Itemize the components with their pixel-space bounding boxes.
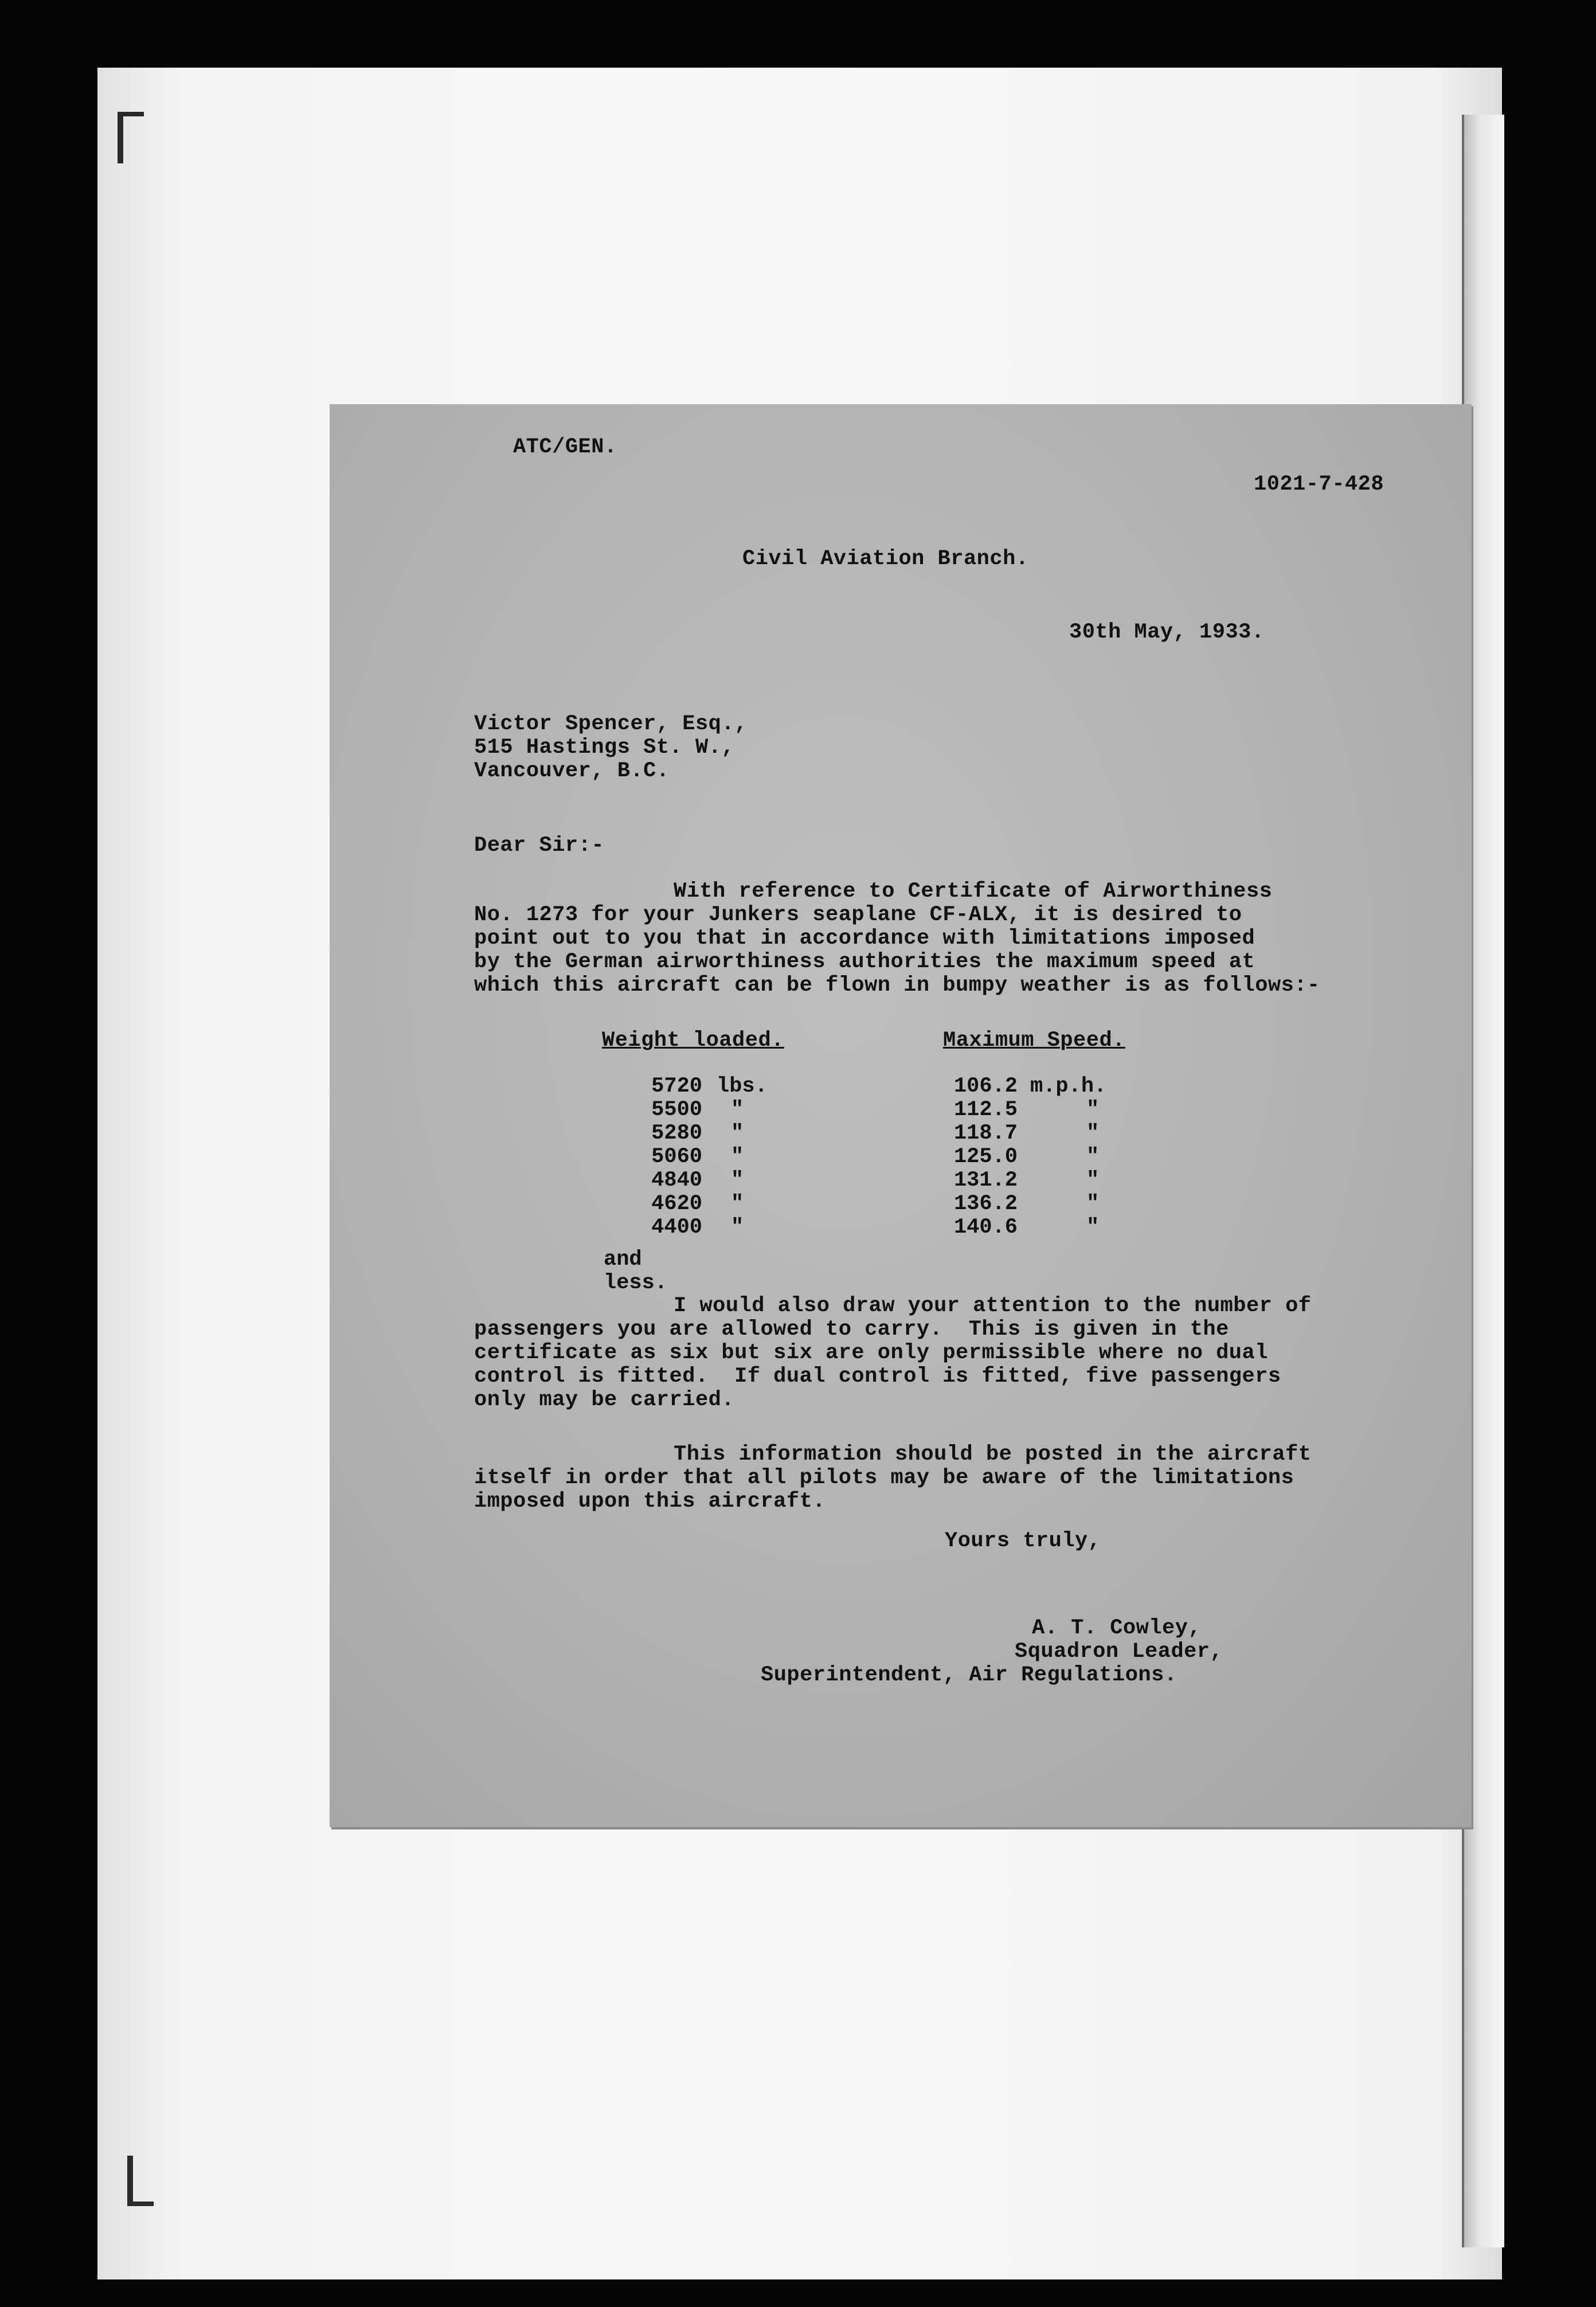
table-header-speed: Maximum Speed. — [943, 1029, 1125, 1053]
para2-line-5: only may be carried. — [474, 1388, 735, 1412]
address-line-3: Vancouver, B.C. — [474, 759, 670, 783]
letter-date: 30th May, 1933. — [1069, 620, 1265, 644]
weight-value: 4620 — [651, 1192, 702, 1216]
weight-unit: " — [731, 1215, 744, 1239]
speed-value: 131.2 — [953, 1168, 1018, 1192]
para3-line-1: This information should be posted in the aircraft — [674, 1442, 1312, 1467]
para1-line-3: point out to you that in accordance with limitations imposed — [474, 926, 1255, 951]
reference-code: ATC/GEN. — [513, 435, 617, 459]
speed-value: 112.5 — [953, 1098, 1018, 1122]
signature-position: Superintendent, Air Regulations. — [761, 1663, 1178, 1687]
closing: Yours truly, — [945, 1529, 1101, 1553]
weight-unit: " — [731, 1098, 744, 1122]
crop-mark-bottom-left — [127, 2156, 133, 2206]
crop-mark-top-left — [118, 112, 123, 163]
weight-value: 5060 — [651, 1145, 702, 1169]
speed-unit: " — [1086, 1121, 1100, 1145]
weight-unit: " — [731, 1121, 744, 1145]
branch-heading: Civil Aviation Branch. — [742, 547, 1029, 571]
para2-line-3: certificate as six but six are only permissible where no dual — [474, 1341, 1268, 1365]
file-number: 1021-7-428 — [1254, 472, 1384, 496]
speed-unit: " — [1086, 1098, 1100, 1122]
table-header-weight: Weight loaded. — [602, 1029, 784, 1053]
para3-line-2: itself in order that all pilots may be aware of the limitations — [474, 1466, 1294, 1490]
salutation: Dear Sir:- — [474, 834, 605, 858]
speed-value: 118.7 — [953, 1121, 1018, 1145]
weight-unit: lbs. — [717, 1074, 768, 1098]
weight-value: 5500 — [651, 1098, 702, 1122]
para1-line-5: which this aircraft can be flown in bumpy weather is as follows:- — [474, 973, 1320, 998]
para2-line-4: control is fitted. If dual control is fitted, five passengers — [474, 1364, 1281, 1389]
speed-value: 140.6 — [953, 1215, 1018, 1239]
speed-unit: " — [1086, 1215, 1100, 1239]
speed-unit: " — [1086, 1192, 1100, 1216]
weight-value: 5720 — [651, 1074, 702, 1098]
weight-value: 5280 — [651, 1121, 702, 1145]
weight-unit: " — [731, 1168, 744, 1192]
crop-mark-bottom-left-h — [127, 2202, 154, 2206]
weight-value: 4400 — [651, 1215, 702, 1239]
address-line-1: Victor Spencer, Esq., — [474, 712, 748, 736]
weight-unit: " — [731, 1145, 744, 1169]
para2-line-2: passengers you are allowed to carry. This is given in the — [474, 1317, 1229, 1342]
weight-unit: " — [731, 1192, 744, 1216]
signature-name: A. T. Cowley, — [1032, 1616, 1202, 1640]
para3-line-3: imposed upon this aircraft. — [474, 1489, 826, 1514]
speed-unit: " — [1086, 1145, 1100, 1169]
weight-value: 4840 — [651, 1168, 702, 1192]
signature-title: Squadron Leader, — [1015, 1640, 1223, 1664]
address-line-2: 515 Hastings St. W., — [474, 736, 735, 760]
para1-line-1: With reference to Certificate of Airworthiness — [674, 879, 1273, 904]
speed-value: 136.2 — [953, 1192, 1018, 1216]
speed-unit: m.p.h. — [1030, 1074, 1107, 1098]
speed-unit: " — [1086, 1168, 1100, 1192]
crop-mark-top-left-h — [118, 112, 144, 116]
letter-page — [330, 404, 1472, 1827]
para1-line-2: No. 1273 for your Junkers seaplane CF-ALX, it is desired to — [474, 903, 1242, 927]
para2-line-1: I would also draw your attention to the number of — [674, 1294, 1312, 1318]
para1-line-4: by the German airworthiness authorities the maximum speed at — [474, 950, 1255, 974]
speed-value: 125.0 — [953, 1145, 1018, 1169]
speed-value: 106.2 — [953, 1074, 1018, 1098]
and-less-note: and less. — [604, 1248, 668, 1295]
